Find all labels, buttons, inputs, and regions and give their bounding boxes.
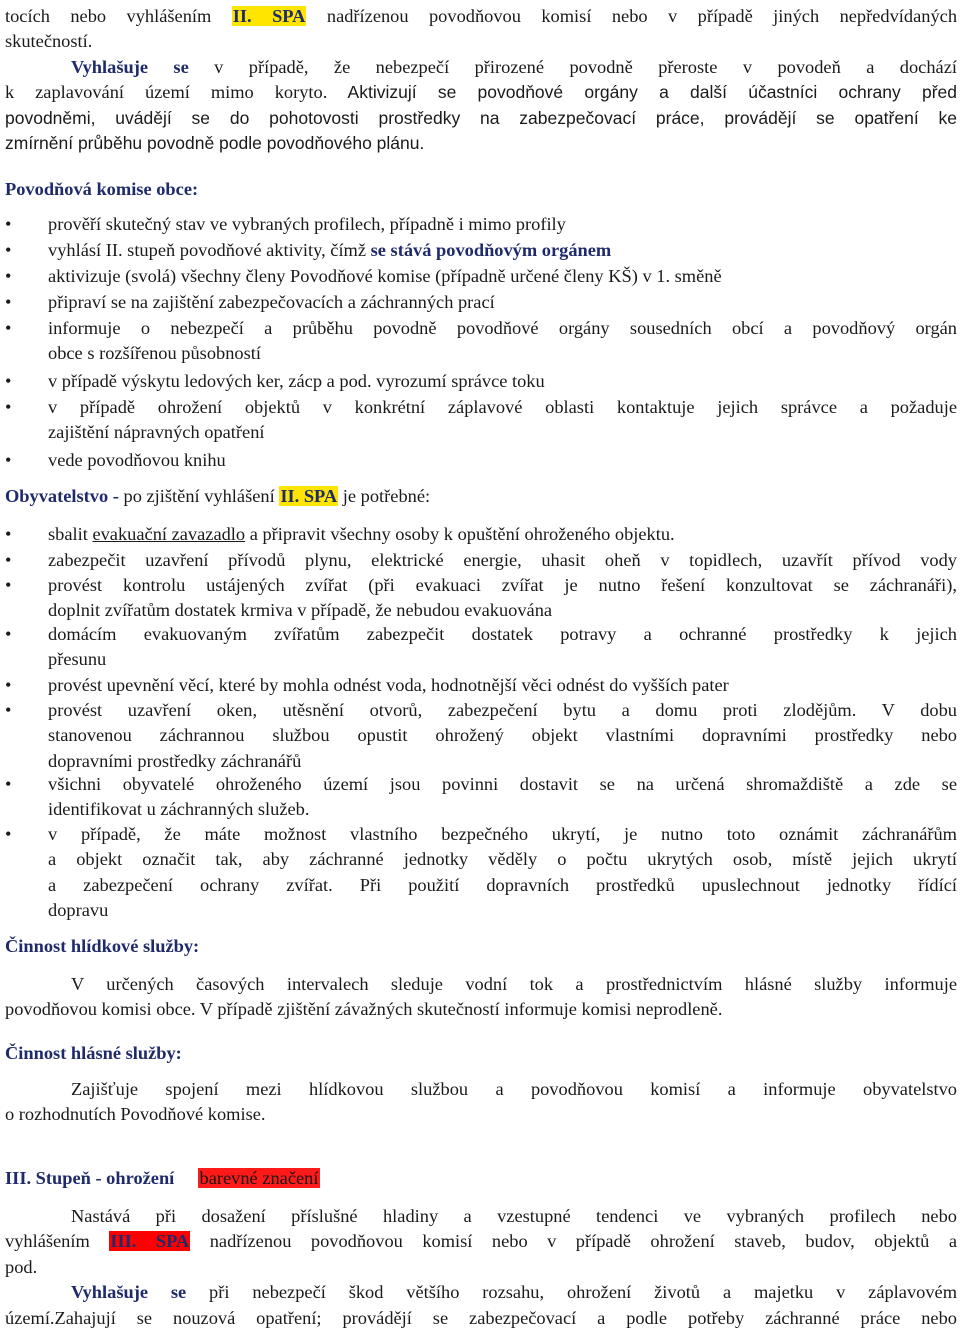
intro-line-4: k zaplavování území mimo koryto. Aktivizují se povodňové orgány a další účastníci ochrany před: [5, 82, 957, 103]
bullet-icon: •: [5, 397, 12, 417]
hlasna-heading: Činnost hlásné služby:: [5, 1043, 182, 1063]
bullet-icon: •: [5, 371, 12, 391]
hlidkova-heading: Činnost hlídkové služby:: [5, 936, 200, 956]
bullet-icon: •: [5, 774, 12, 794]
obyvatelstvo-heading: Obyvatelstvo - po zjištění vyhlášení II. SPA je potřebné:: [5, 486, 431, 506]
list-item: • v případě ohrožení objektů v konkrétní záplavové oblasti kontaktuje jejich správce a požaduje zajištění nápravných opatření: [5, 397, 957, 443]
bullet-icon: •: [5, 318, 12, 338]
list-item: • připraví se na zajištění zabezpečovacích a záchranných prací: [5, 290, 957, 315]
intro-line-3: Vyhlašuje se v případě, že nebezpečí přirozené povodně přeroste v povodeň a dochází: [71, 56, 957, 77]
bullet-icon: •: [5, 624, 12, 644]
list-item: • domácím evakuovaným zvířatům zabezpečit dostatek potravy a ochranné prostředky k jejich přesunu: [5, 624, 957, 670]
list-item: • v případě výskytu ledových ker, zácp a pod. vyrozumí správce toku: [5, 369, 957, 394]
list-item: • provést upevnění věcí, které by mohla odnést voda, hodnotnější věci odnést do vyšších pater: [5, 673, 957, 698]
bullet-icon: •: [5, 675, 12, 695]
spa-highlight: II. SPA: [280, 486, 338, 506]
list-item: • vede povodňovou knihu: [5, 448, 957, 473]
bullet-icon: •: [5, 450, 12, 470]
list-item: • zabezpečit uzavření přívodů plynu, elektrické energie, uhasit oheň v topidlech, uzavřít přívod vody: [5, 548, 957, 573]
intro-line-5: povodněmi, uvádějí se do pohotovosti prostředky na zabezpečovací práce, provádějí se opatření ke: [5, 107, 957, 128]
list-item: • aktivizuje (svolá) všechny členy Povodňové komise (případně určené členy KŠ) v 1. směně: [5, 264, 957, 289]
hlidkova-paragraph: V určených časových intervalech sleduje vodní tok a prostřednictvím hlásné služby informuje povodňovou komisi obce. V případě zjištění závažných skutečností informuje komisi neprodleně.: [5, 974, 957, 1020]
list-item: • v případě, že máte možnost vlastního bezpečného ukrytí, je nutno toto oznámit záchranářům a objekt označit tak, aby záchranné jednotky věděly o počtu ukrytých osob, místě jejich ukrytí a zabezpečení ochrany zvířat. Při použití dopravních prostředků upuslechnout jednotky řídící dopravu: [5, 824, 957, 921]
color-coding-badge: barevné značení: [199, 1168, 319, 1188]
hlasna-paragraph: Zajišťuje spojení mezi hlídkovou službou a povodňovou komisí a informuje obyvatelstvo o rozhodnutích Povodňové komise.: [5, 1079, 957, 1125]
spa-highlight: II. SPA: [232, 6, 306, 26]
komise-heading: Povodňová komise obce:: [5, 179, 199, 199]
bullet-icon: •: [5, 575, 12, 595]
intro-paragraph: [5, 4, 957, 156]
bullet-icon: •: [5, 824, 12, 844]
bullet-icon: •: [5, 214, 12, 234]
intro-line-1: tocích nebo vyhlášením II. SPA nadřízenou povodňovou komisí nebo v případě jiných nepředvídaných: [5, 6, 958, 26]
list-item: • vyhlásí II. stupeň povodňové aktivity, čímž se stává povodňovým orgánem: [5, 238, 957, 263]
stupen3-paragraph: Nastává při dosažení příslušné hladiny a vzestupné tendenci ve vybraných profilech nebo vyhlášením III. SPA nadřízenou povodňovou komisí nebo v případě ohrožení staveb, budov, objektů a pod. Vyhlašuje se při nebezpečí škod většího rozsahu, ohrožení životů a majetku v záplavovém území.Zahajují se nouzová opatření; provádějí se zabezpečovací a podle potřeby záchranné práce nebo: [5, 1206, 958, 1328]
bullet-icon: •: [5, 266, 12, 286]
list-item: • provést kontrolu ustájených zvířat (při evakuaci zvířat je nutno řešení konzultovat se záchranáři), doplnit zvířatům dostatek krmiva v případě, že nebudou evakuována: [5, 575, 957, 621]
list-item: • sbalit evakuační zavazadlo a připravit všechny osoby k opuštění ohroženého objektu.: [5, 522, 957, 547]
list-item: • provést uzavření oken, utěsnění otvorů, zabezpečení bytu a domu proti zlodějům. V dobu stanovenou záchrannou službou opustit ohrožený objekt vlastními dopravními prostředky nebo dopravními prostředky záchranářů: [5, 700, 957, 771]
spa-highlight-red: III. SPA: [110, 1231, 190, 1252]
list-item: • všichni obyvatelé ohroženého území jsou povinni dostavit se na určená shromaždiště a zde se identifikovat u záchranných služeb.: [5, 774, 957, 820]
intro-line-2: skutečností.: [5, 31, 93, 52]
bullet-icon: •: [5, 700, 12, 720]
evakuacni-zavazadlo-link[interactable]: evakuační zavazadlo: [92, 524, 246, 544]
bullet-icon: •: [5, 524, 12, 544]
intro-line-6: zmírnění průběhu povodně podle povodňového plánu.: [5, 133, 425, 154]
list-item: • prověří skutečný stav ve vybraných profilech, případně i mimo profily: [5, 212, 957, 237]
stupen3-heading: III. Stupeň - ohrožení barevné značení: [5, 1168, 319, 1188]
bullet-icon: •: [5, 292, 12, 312]
list-item: • informuje o nebezpečí a průběhu povodně povodňové orgány sousedních obcí a povodňový orgán obce s rozšířenou působností: [5, 318, 957, 364]
bullet-icon: •: [5, 550, 12, 570]
bullet-icon: •: [5, 240, 12, 260]
